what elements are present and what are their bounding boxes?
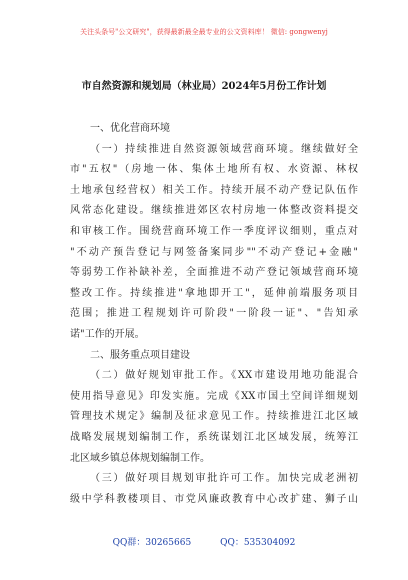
body-line: 管理技术规定》编制及征求意见工作。持续推进江北区域 xyxy=(70,411,358,423)
document-body xyxy=(70,119,358,510)
body-line: 等弱势工作补缺补差，全面推进不动产登记领域营商环境 xyxy=(70,267,358,279)
body-line: （一）持续推进自然资源领域营商环境。继续做好全 xyxy=(90,143,358,155)
body-line: （二）做好规划审批工作。《XX市建设用地功能混合 xyxy=(90,370,358,382)
body-line: 土地承包经营权）相关工作。持续开展不动产登记队伍作 xyxy=(70,184,358,196)
section-heading: 一、优化营商环境 xyxy=(90,123,170,134)
body-line: 战略发展规划编制工作，系统谋划江北区域发展，统筹江 xyxy=(70,431,358,443)
body-line: 和审核工作。围绕营商环境工作一季度评议细则，重点对 xyxy=(70,225,358,237)
section-heading: 二、服务重点项目建设 xyxy=(90,349,190,361)
body-line: 风常态化建设。继续推进郊区农村房地一体整改资料提交 xyxy=(70,205,358,217)
body-line: 北区域乡镇总体规划编制工作。 xyxy=(70,452,210,464)
body-line: （三）做好项目规划审批许可工作。加快完成老洲初 xyxy=(90,473,358,485)
body-line: 市"五权"（房地一体、集体土地所有权、水资源、林权 xyxy=(70,164,358,176)
qq-number: QQ：535304092 xyxy=(220,538,296,548)
body-line: "不动产预告登记与网签备案同步""不动产登记+金融" xyxy=(70,246,358,258)
document-title: 市自然资源和规划局（林业局）2024年5月份工作计划 xyxy=(81,81,327,92)
body-line: 范围；推进工程规划许可阶段"一阶段一证"、"告知承 xyxy=(70,308,358,320)
footer-contact xyxy=(0,537,408,549)
qq-group-number: QQ群：30265665 xyxy=(112,538,192,548)
body-line: 整改工作。持续推进"拿地即开工"，延伸前端服务项目 xyxy=(70,287,358,299)
body-line: 诺"工作的开展。 xyxy=(70,328,145,340)
body-line: 使用指导意见》印发实施。完成《XX市国土空间详细规划 xyxy=(70,390,358,402)
header-banner: 关注头条号"公文研究"，获得最新最全最专业的公文资料库！ 微信: gongwenyj xyxy=(80,28,328,36)
body-line: 级中学科教楼项目、市党风廉政教育中心改扩建、狮子山 xyxy=(70,493,358,505)
